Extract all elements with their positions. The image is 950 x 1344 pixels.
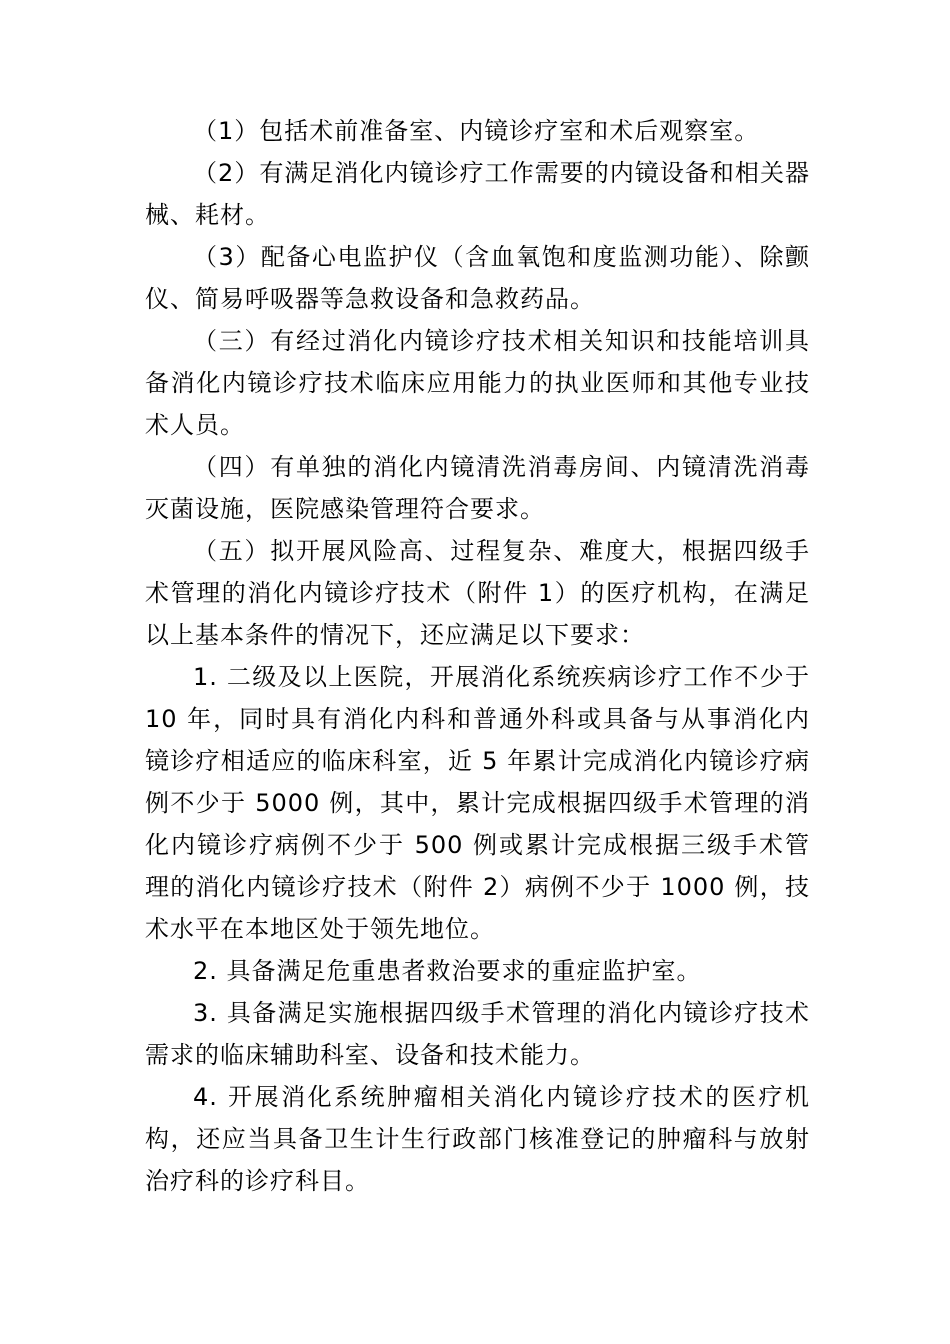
paragraph-7: 1. 二级及以上医院，开展消化系统疾病诊疗工作不少于 10 年，同时具有消化内科和普通外科或具备与从事消化内镜诊疗相适应的临床科室，近 5 年累计完成消化内镜诊疗病例不少于 5000 例，其中，累计完成根据四级手术管理的消化内镜诊疗病例不少于 500 例或累计完成根据三级手术管理的消化内镜诊疗技术（附件 2）病例不少于 1000 例，技术水平在本地区处于领先地位。 (145, 663, 810, 943)
paragraph-4: （三）有经过消化内镜诊疗技术相关知识和技能培训具备消化内镜诊疗技术临床应用能力的执业医师和其他专业技术人员。 (145, 327, 810, 439)
document-body (145, 110, 810, 1202)
paragraph-9: 3. 具备满足实施根据四级手术管理的消化内镜诊疗技术需求的临床辅助科室、设备和技术能力。 (145, 999, 810, 1069)
paragraph-1: （1）包括术前准备室、内镜诊疗室和术后观察室。 (193, 117, 760, 145)
paragraph-10: 4. 开展消化系统肿瘤相关消化内镜诊疗技术的医疗机构，还应当具备卫生计生行政部门核准登记的肿瘤科与放射治疗科的诊疗科目。 (145, 1083, 810, 1195)
paragraph-5: （四）有单独的消化内镜清洗消毒房间、内镜清洗消毒灭菌设施，医院感染管理符合要求。 (145, 453, 810, 523)
paragraph-2: （2）有满足消化内镜诊疗工作需要的内镜设备和相关器械、耗材。 (145, 159, 810, 229)
paragraph-8: 2. 具备满足危重患者救治要求的重症监护室。 (193, 957, 702, 985)
paragraph-3: （3）配备心电监护仪（含血氧饱和度监测功能）、除颤仪、简易呼吸器等急救设备和急救药品。 (145, 243, 810, 313)
paragraph-6: （五）拟开展风险高、过程复杂、难度大，根据四级手术管理的消化内镜诊疗技术（附件 1）的医疗机构，在满足以上基本条件的情况下，还应满足以下要求： (145, 537, 810, 649)
